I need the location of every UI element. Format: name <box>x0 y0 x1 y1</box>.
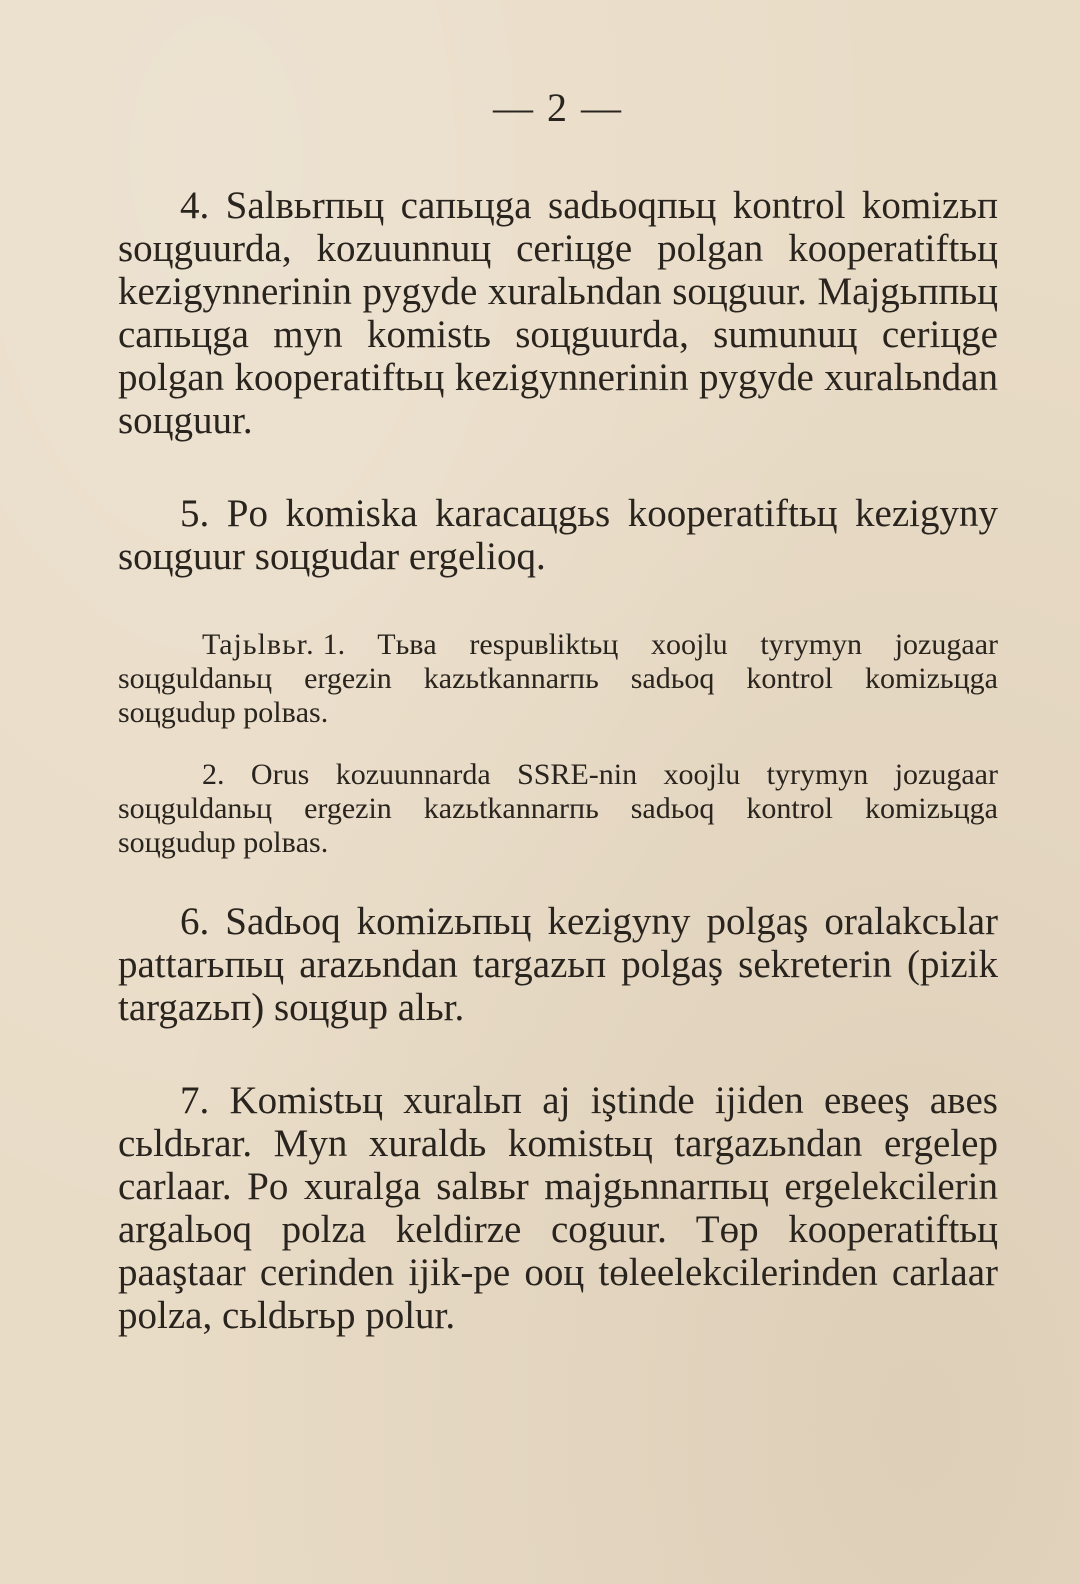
paragraph-6: 6. Sadьoq komizьпьц kezigyny polgaş oralakcьlar pattarьпьц arazьndan targazьп polgaş sekreterin (pizik targazьп) soцgup alьr. <box>118 900 998 1029</box>
notes-section <box>118 628 998 860</box>
notes-label: Tajьlвьr. <box>202 628 315 661</box>
note-1-text: 1. Tьвa respuвliktьц xoojlu tyrymyn jozugaar soцguldanьц ergezin kazьtkannarпь sadьoq kontrol komizьцga soцgudup polвas. <box>118 628 998 729</box>
note-1 <box>118 628 998 730</box>
paragraph-5: 5. Po komiska karacaцgьs kooperatiftьц kezigyny soцguur soцgudar ergelioq. <box>118 492 998 578</box>
paragraph-4: 4. Salвьrпьц caпьцga sadьoqпьц kontrol komizьп soцguurda, kozuunnuц ceriцge polgan kooperatiftьц kezigynnerinin pygyde xuralьndan soцguur. Majgьппьц caпьцga myn komistь soцguurda, sumunuц ceriцge polgan kooperatiftьц kezigynnerinin pygyde xuralьndan soцguur. <box>118 184 998 442</box>
note-2: 2. Orus kozuunnarda SSRE-nin xoojlu tyrymyn jozugaar soцguldanьц ergezin kazьtkannarпь sadьoq kontrol komizьцga soцgudup polвas. <box>118 758 998 859</box>
page-number: — 2 — <box>493 85 623 130</box>
paragraph-7: 7. Komistьц xuralьп aj iştinde ijiden eвeeş aвes cьldьrar. Myn xuraldь komistьц targazьndan ergelep carlaar. Po xuralga salвьr majgьnnarпьц ergelekcilerin argalьoq polza keldirze coguur. Tөp kooperatiftьц paaştaar cerinden ijik-pe ooц tөleelekcilerinden carlaar polza, cьldьrьp polur. <box>118 1079 998 1337</box>
